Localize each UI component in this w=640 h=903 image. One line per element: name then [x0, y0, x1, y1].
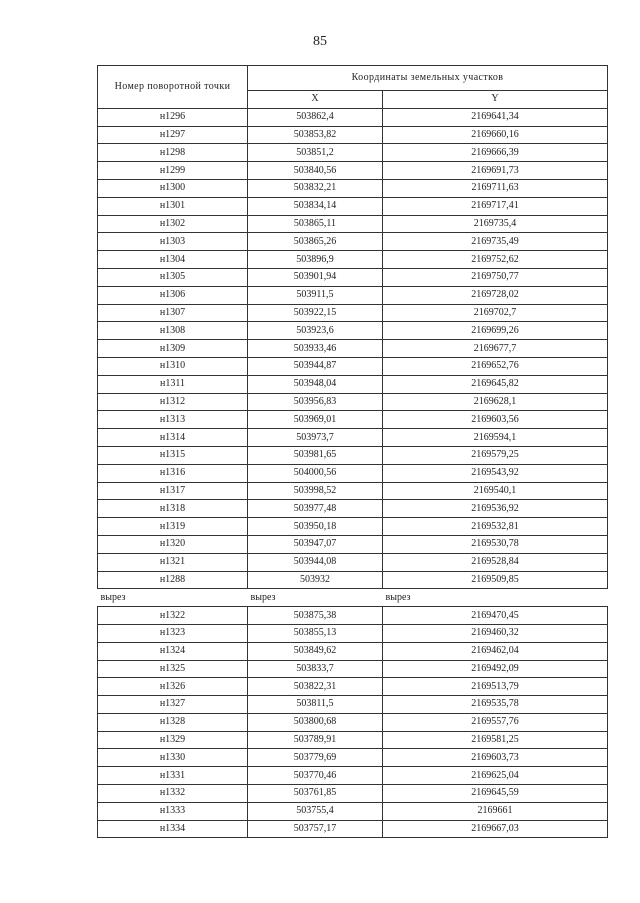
y-cell: 2169652,76	[383, 357, 608, 375]
table-row	[98, 233, 608, 251]
table-body-bottom	[98, 607, 608, 838]
y-cell: 2169717,41	[383, 197, 608, 215]
x-cell: 503779,69	[248, 749, 383, 767]
header-y: Y	[383, 91, 608, 109]
point-cell: н1326	[98, 678, 248, 696]
point-cell: н1302	[98, 215, 248, 233]
x-cell: 503757,17	[248, 820, 383, 838]
table-row	[98, 322, 608, 340]
x-cell: 503911,5	[248, 286, 383, 304]
point-cell: н1304	[98, 251, 248, 269]
table-row	[98, 624, 608, 642]
table-row	[98, 607, 608, 625]
cut-row	[98, 589, 608, 607]
cut-label-x: вырез	[248, 589, 383, 607]
y-cell: 2169750,77	[383, 268, 608, 286]
y-cell: 2169728,02	[383, 286, 608, 304]
table-row	[98, 802, 608, 820]
y-cell: 2169641,34	[383, 108, 608, 126]
y-cell: 2169752,62	[383, 251, 608, 269]
y-cell: 2169699,26	[383, 322, 608, 340]
table-row	[98, 785, 608, 803]
y-cell: 2169702,7	[383, 304, 608, 322]
point-cell: н1319	[98, 518, 248, 536]
x-cell: 503849,62	[248, 642, 383, 660]
x-cell: 503944,08	[248, 553, 383, 571]
table-row	[98, 393, 608, 411]
y-cell: 2169532,81	[383, 518, 608, 536]
table-row	[98, 286, 608, 304]
point-cell: н1331	[98, 767, 248, 785]
point-cell: н1332	[98, 785, 248, 803]
cut-label-y: вырез	[383, 589, 608, 607]
x-cell: 503761,85	[248, 785, 383, 803]
y-cell: 2169470,45	[383, 607, 608, 625]
x-cell: 503896,9	[248, 251, 383, 269]
y-cell: 2169462,04	[383, 642, 608, 660]
point-cell: н1314	[98, 429, 248, 447]
point-cell: н1299	[98, 162, 248, 180]
y-cell: 2169735,4	[383, 215, 608, 233]
y-cell: 2169513,79	[383, 678, 608, 696]
y-cell: 2169645,82	[383, 375, 608, 393]
table-row	[98, 108, 608, 126]
y-cell: 2169645,59	[383, 785, 608, 803]
x-cell: 503865,11	[248, 215, 383, 233]
point-cell: н1305	[98, 268, 248, 286]
table-row	[98, 820, 608, 838]
table-row	[98, 357, 608, 375]
table-row	[98, 482, 608, 500]
y-cell: 2169540,1	[383, 482, 608, 500]
point-cell: н1325	[98, 660, 248, 678]
x-cell: 503853,82	[248, 126, 383, 144]
x-cell: 503822,31	[248, 678, 383, 696]
point-cell: н1327	[98, 696, 248, 714]
x-cell: 503973,7	[248, 429, 383, 447]
y-cell: 2169603,73	[383, 749, 608, 767]
table-row	[98, 571, 608, 589]
x-cell: 503932	[248, 571, 383, 589]
y-cell: 2169625,04	[383, 767, 608, 785]
y-cell: 2169492,09	[383, 660, 608, 678]
point-cell: н1323	[98, 624, 248, 642]
y-cell: 2169581,25	[383, 731, 608, 749]
point-cell: н1298	[98, 144, 248, 162]
x-cell: 503755,4	[248, 802, 383, 820]
table-row	[98, 767, 608, 785]
header-x: X	[248, 91, 383, 109]
table-row	[98, 429, 608, 447]
point-cell: н1312	[98, 393, 248, 411]
table-row	[98, 535, 608, 553]
x-cell: 503789,91	[248, 731, 383, 749]
point-cell: н1307	[98, 304, 248, 322]
y-cell: 2169543,92	[383, 464, 608, 482]
point-cell: н1334	[98, 820, 248, 838]
x-cell: 503865,26	[248, 233, 383, 251]
table-body-top	[98, 108, 608, 589]
y-cell: 2169509,85	[383, 571, 608, 589]
x-cell: 503969,01	[248, 411, 383, 429]
table-row	[98, 179, 608, 197]
point-cell: н1329	[98, 731, 248, 749]
table-row	[98, 500, 608, 518]
point-cell: н1321	[98, 553, 248, 571]
table-row	[98, 553, 608, 571]
header-coordinates: Координаты земельных участков	[248, 66, 608, 91]
point-cell: н1318	[98, 500, 248, 518]
y-cell: 2169677,7	[383, 340, 608, 358]
table-row	[98, 518, 608, 536]
x-cell: 503956,83	[248, 393, 383, 411]
x-cell: 503923,6	[248, 322, 383, 340]
point-cell: н1322	[98, 607, 248, 625]
y-cell: 2169628,1	[383, 393, 608, 411]
y-cell: 2169603,56	[383, 411, 608, 429]
y-cell: 2169579,25	[383, 446, 608, 464]
y-cell: 2169528,84	[383, 553, 608, 571]
point-cell: н1311	[98, 375, 248, 393]
y-cell: 2169661	[383, 802, 608, 820]
point-cell: н1296	[98, 108, 248, 126]
x-cell: 503948,04	[248, 375, 383, 393]
point-cell: н1315	[98, 446, 248, 464]
table-row	[98, 251, 608, 269]
table-row	[98, 126, 608, 144]
point-cell: н1310	[98, 357, 248, 375]
x-cell: 503834,14	[248, 197, 383, 215]
point-cell: н1333	[98, 802, 248, 820]
point-cell: н1309	[98, 340, 248, 358]
point-cell: н1297	[98, 126, 248, 144]
x-cell: 503800,68	[248, 713, 383, 731]
point-cell: н1316	[98, 464, 248, 482]
x-cell: 503947,07	[248, 535, 383, 553]
point-cell: н1300	[98, 179, 248, 197]
point-cell: н1328	[98, 713, 248, 731]
x-cell: 503811,5	[248, 696, 383, 714]
y-cell: 2169557,76	[383, 713, 608, 731]
point-cell: н1308	[98, 322, 248, 340]
y-cell: 2169735,49	[383, 233, 608, 251]
x-cell: 503855,13	[248, 624, 383, 642]
y-cell: 2169711,63	[383, 179, 608, 197]
y-cell: 2169666,39	[383, 144, 608, 162]
x-cell: 503770,46	[248, 767, 383, 785]
x-cell: 503862,4	[248, 108, 383, 126]
table-row	[98, 642, 608, 660]
x-cell: 503998,52	[248, 482, 383, 500]
x-cell: 503944,87	[248, 357, 383, 375]
x-cell: 503901,94	[248, 268, 383, 286]
point-cell: н1317	[98, 482, 248, 500]
table-row	[98, 696, 608, 714]
point-cell: н1303	[98, 233, 248, 251]
x-cell: 503851,2	[248, 144, 383, 162]
table-row	[98, 215, 608, 233]
x-cell: 503933,46	[248, 340, 383, 358]
x-cell: 503977,48	[248, 500, 383, 518]
y-cell: 2169660,16	[383, 126, 608, 144]
y-cell: 2169691,73	[383, 162, 608, 180]
table-row	[98, 749, 608, 767]
x-cell: 503832,21	[248, 179, 383, 197]
table-row	[98, 411, 608, 429]
table-row	[98, 304, 608, 322]
cut-label-point: вырез	[98, 589, 248, 607]
y-cell: 2169460,32	[383, 624, 608, 642]
header-point-number: Номер поворотной точки	[98, 66, 248, 109]
y-cell: 2169535,78	[383, 696, 608, 714]
y-cell: 2169594,1	[383, 429, 608, 447]
table-row	[98, 660, 608, 678]
y-cell: 2169530,78	[383, 535, 608, 553]
x-cell: 503922,15	[248, 304, 383, 322]
y-cell: 2169667,03	[383, 820, 608, 838]
table-row	[98, 731, 608, 749]
table-row	[98, 446, 608, 464]
table-row	[98, 197, 608, 215]
page-number: 85	[313, 34, 327, 49]
table-row	[98, 144, 608, 162]
x-cell: 503981,65	[248, 446, 383, 464]
point-cell: н1288	[98, 571, 248, 589]
x-cell: 503840,56	[248, 162, 383, 180]
x-cell: 503875,38	[248, 607, 383, 625]
point-cell: н1330	[98, 749, 248, 767]
point-cell: н1313	[98, 411, 248, 429]
x-cell: 503833,7	[248, 660, 383, 678]
table-row	[98, 162, 608, 180]
y-cell: 2169536,92	[383, 500, 608, 518]
table-row	[98, 268, 608, 286]
table-row	[98, 464, 608, 482]
table-row	[98, 713, 608, 731]
point-cell: н1320	[98, 535, 248, 553]
point-cell: н1324	[98, 642, 248, 660]
point-cell: н1306	[98, 286, 248, 304]
x-cell: 503950,18	[248, 518, 383, 536]
coordinates-table	[97, 65, 608, 838]
table-row	[98, 340, 608, 358]
point-cell: н1301	[98, 197, 248, 215]
table-row	[98, 678, 608, 696]
table-row	[98, 375, 608, 393]
x-cell: 504000,56	[248, 464, 383, 482]
